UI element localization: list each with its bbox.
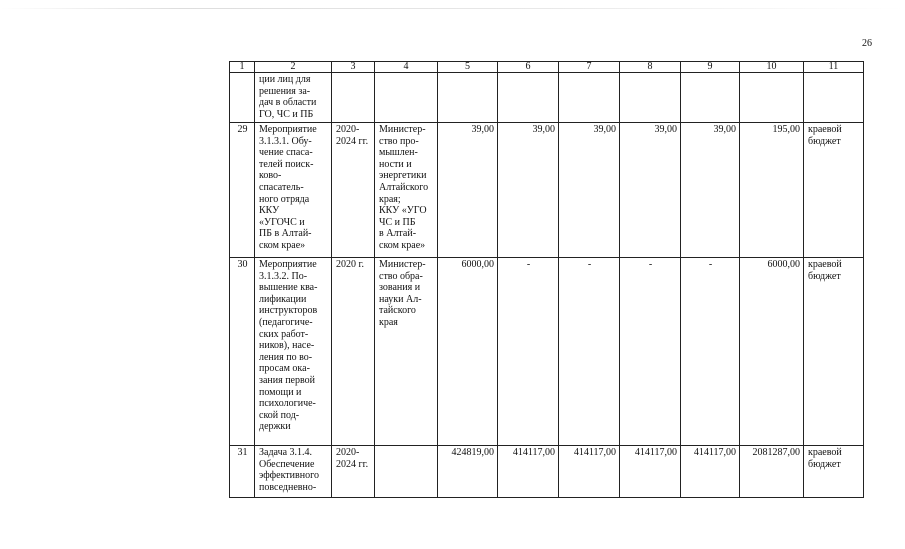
table-row xyxy=(230,123,864,258)
funding-source xyxy=(804,73,864,123)
funding-source xyxy=(804,123,864,258)
activity-name-line: 3.1.3.1. Обу- xyxy=(259,135,312,147)
activity-name xyxy=(255,73,332,123)
activity-name-line: дач в области xyxy=(259,97,317,109)
funding-value xyxy=(438,73,498,123)
activity-name-line: (педагогиче- xyxy=(259,316,313,328)
column-number-5: 5 xyxy=(438,62,498,73)
row-number xyxy=(230,73,255,123)
activity-name-line: ской под- xyxy=(259,409,300,421)
column-number-7: 7 xyxy=(559,62,620,73)
funding-value xyxy=(681,73,740,123)
funding-source xyxy=(804,258,864,446)
activity-name-line: Обеспечение xyxy=(259,458,315,470)
period-line: 2020- xyxy=(336,124,360,135)
column-number-3: 3 xyxy=(332,62,375,73)
executor-line: зования и xyxy=(379,282,421,294)
executor-line: Алтайского xyxy=(379,181,429,193)
executor-line: Министер- xyxy=(379,259,426,270)
funding-source-line: краевой xyxy=(808,124,842,135)
activity-name-line: ции лиц для xyxy=(259,74,311,85)
executor-line: края xyxy=(379,316,398,328)
column-number-9: 9 xyxy=(681,62,740,73)
column-number-6: 6 xyxy=(498,62,559,73)
funding-value: - xyxy=(681,258,740,446)
activity-name-line: ских работ- xyxy=(259,328,309,340)
funding-value: - xyxy=(498,258,559,446)
row-number: 31 xyxy=(230,446,255,498)
row-number: 29 xyxy=(230,123,255,258)
executor-line: энергетики xyxy=(379,170,427,182)
executor-line: ЧС и ПБ xyxy=(379,216,416,228)
funding-value xyxy=(620,73,681,123)
column-number-2: 2 xyxy=(255,62,332,73)
activity-name-line: Задача 3.1.4. xyxy=(259,447,313,458)
funding-value: - xyxy=(620,258,681,446)
executor-line: науки Ал- xyxy=(379,293,422,305)
executor xyxy=(375,446,438,498)
funding-value: 39,00 xyxy=(438,123,498,258)
executor-line: тайского xyxy=(379,305,416,317)
period xyxy=(332,123,375,258)
funding-value: 2081287,00 xyxy=(740,446,804,498)
activity-name-line: зания первой xyxy=(259,374,315,386)
column-number-4: 4 xyxy=(375,62,438,73)
executor-line: в Алтай- xyxy=(379,228,417,240)
funding-source-line: бюджет xyxy=(808,270,841,282)
activity-name xyxy=(255,123,332,258)
funding-value: 414117,00 xyxy=(559,446,620,498)
column-number-10: 10 xyxy=(740,62,804,73)
period xyxy=(332,258,375,446)
activity-name-line: ском крае» xyxy=(259,239,306,251)
activity-name-line: ления по во- xyxy=(259,351,313,363)
executor-line: ККУ «УГО xyxy=(379,205,427,217)
period xyxy=(332,446,375,498)
activity-name-line: Мероприятие xyxy=(259,259,317,270)
table-row xyxy=(230,73,864,123)
funding-value xyxy=(498,73,559,123)
funding-value: 414117,00 xyxy=(498,446,559,498)
activity-name-line: 3.1.3.2. По- xyxy=(259,270,308,282)
executor-line: ском крае» xyxy=(379,239,426,251)
activity-name-line: инструкторов xyxy=(259,305,318,317)
activity-name-line: чение спаса- xyxy=(259,147,313,159)
activity-name-line: повседневно- xyxy=(259,481,317,493)
activity-name-line: телей поиск- xyxy=(259,158,314,170)
funding-value: 6000,00 xyxy=(740,258,804,446)
funding-source xyxy=(804,446,864,498)
funding-value: 414117,00 xyxy=(620,446,681,498)
column-number-1: 1 xyxy=(230,62,255,73)
executor-line: Министер- xyxy=(379,124,426,135)
funding-value: 39,00 xyxy=(620,123,681,258)
funding-value: 424819,00 xyxy=(438,446,498,498)
activity-name-line: ково- xyxy=(259,170,282,182)
column-number-row xyxy=(230,62,864,73)
executor-line: края; xyxy=(379,193,401,205)
column-number-8: 8 xyxy=(620,62,681,73)
funding-value: - xyxy=(559,258,620,446)
period xyxy=(332,73,375,123)
executor xyxy=(375,73,438,123)
period-line: 2024 гг. xyxy=(336,135,369,147)
funding-source-line: краевой xyxy=(808,259,842,270)
executor-line: ности и xyxy=(379,158,412,170)
activity-name xyxy=(255,258,332,446)
activity-name-line: ного отряда xyxy=(259,193,310,205)
activity-name-line: решения за- xyxy=(259,85,311,97)
funding-value: 6000,00 xyxy=(438,258,498,446)
activity-name-line: ников), насе- xyxy=(259,340,315,352)
activity-name-line: Мероприятие xyxy=(259,124,317,135)
funding-value: 39,00 xyxy=(498,123,559,258)
activity-name-line: ККУ xyxy=(259,205,280,217)
funding-value xyxy=(559,73,620,123)
activity-name-line: эффективного xyxy=(259,470,319,482)
row-number: 30 xyxy=(230,258,255,446)
activity-name-line: помощи и xyxy=(259,386,302,398)
activity-name-line: ГО, ЧС и ПБ xyxy=(259,108,314,120)
activity-name xyxy=(255,446,332,498)
scan-artifact-top xyxy=(0,8,905,9)
page-number: 26 xyxy=(862,38,872,49)
executor xyxy=(375,258,438,446)
executor-line: ство про- xyxy=(379,135,419,147)
activity-name-line: психологиче- xyxy=(259,398,316,410)
table-row xyxy=(230,446,864,498)
period-line: 2020 г. xyxy=(336,259,364,270)
funding-value: 39,00 xyxy=(559,123,620,258)
budget-table xyxy=(229,61,864,498)
funding-value: 414117,00 xyxy=(681,446,740,498)
column-number-11: 11 xyxy=(804,62,864,73)
activity-name-line: вышение ква- xyxy=(259,282,318,294)
table-row xyxy=(230,258,864,446)
executor xyxy=(375,123,438,258)
activity-name-line: ПБ в Алтай- xyxy=(259,228,312,240)
activity-name-line: держки xyxy=(259,421,291,433)
funding-value: 39,00 xyxy=(681,123,740,258)
activity-name-line: лификации xyxy=(259,293,307,305)
funding-source-line: бюджет xyxy=(808,458,841,470)
funding-value xyxy=(740,73,804,123)
period-line: 2020- xyxy=(336,447,360,458)
executor-line: ство обра- xyxy=(379,270,423,282)
activity-name-line: просам ока- xyxy=(259,363,310,375)
executor-line: мышлен- xyxy=(379,147,418,159)
funding-value: 195,00 xyxy=(740,123,804,258)
period-line: 2024 гг. xyxy=(336,458,369,470)
activity-name-line: «УГОЧС и xyxy=(259,216,305,228)
funding-source-line: бюджет xyxy=(808,135,841,147)
activity-name-line: спасатель- xyxy=(259,181,304,193)
funding-source-line: краевой xyxy=(808,447,842,458)
